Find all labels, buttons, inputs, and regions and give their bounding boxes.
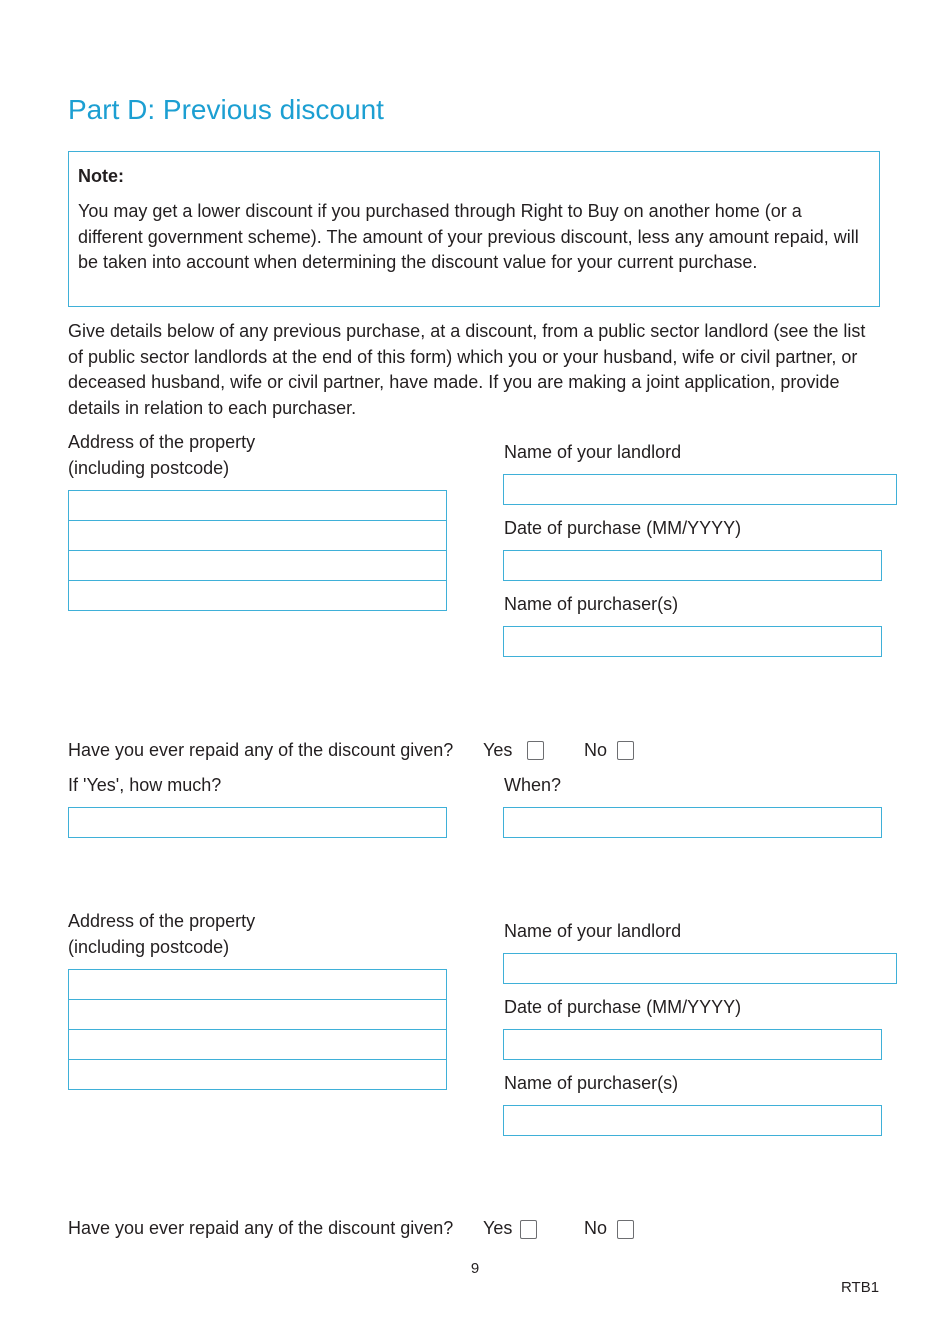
purchasers-label-2: Name of purchaser(s): [504, 1073, 679, 1093]
address-field-2[interactable]: [68, 969, 447, 1090]
date-label-1: Date of purchase (MM/YYYY): [504, 518, 742, 538]
no-checkbox-1[interactable]: [617, 741, 634, 760]
no-label-2: No: [584, 1218, 608, 1238]
page-number: 9: [470, 1260, 480, 1277]
address-line-3[interactable]: [68, 1029, 447, 1060]
address-line-3[interactable]: [68, 550, 447, 581]
when-label: When?: [504, 775, 562, 795]
address-line-2[interactable]: [68, 999, 447, 1030]
page-title: Part D: Previous discount: [68, 94, 384, 125]
address-sublabel-1: (including postcode): [68, 458, 230, 478]
address-line-1[interactable]: [68, 490, 447, 521]
purchasers-field-2[interactable]: [503, 1105, 882, 1136]
when-field[interactable]: [503, 807, 882, 838]
address-field-1[interactable]: [68, 490, 447, 611]
landlord-label-2: Name of your landlord: [504, 921, 682, 941]
yes-label-1: Yes: [483, 740, 513, 760]
date-label-2: Date of purchase (MM/YYYY): [504, 997, 742, 1017]
address-label-1: Address of the property: [68, 432, 256, 452]
form-reference: RTB1: [841, 1279, 880, 1296]
address-label-2: Address of the property: [68, 911, 256, 931]
note-body: You may get a lower discount if you purchased through Right to Buy on another home (or a different government scheme). The amount of your previous discount, less any amount repaid, will be taken into account when determining the discount value for your current purchase.: [78, 201, 859, 272]
address-line-4[interactable]: [68, 580, 447, 611]
purchasers-field-1[interactable]: [503, 626, 882, 657]
yes-checkbox-2[interactable]: [520, 1220, 537, 1239]
repaid-question-2: Have you ever repaid any of the discount given?: [68, 1218, 454, 1238]
purchasers-label-1: Name of purchaser(s): [504, 594, 679, 614]
note-box: [68, 151, 880, 307]
no-label-1: No: [584, 740, 608, 760]
address-line-2[interactable]: [68, 520, 447, 551]
note-heading: Note:: [78, 166, 124, 186]
landlord-field-2[interactable]: [503, 953, 897, 984]
address-sublabel-2: (including postcode): [68, 937, 230, 957]
yes-checkbox-1[interactable]: [527, 741, 544, 760]
date-field-2[interactable]: [503, 1029, 882, 1060]
how-much-label: If 'Yes', how much?: [68, 775, 222, 795]
yes-label-2: Yes: [483, 1218, 513, 1238]
date-field-1[interactable]: [503, 550, 882, 581]
intro-paragraph: Give details below of any previous purchase, at a discount, from a public sector landlord (see the list of public sector landlords at the end of this form) which you or your husband, wife or civil partner, or deceased husband, wife or civil partner, have made. If you are making a joint application, provide details in relation to each purchaser.: [68, 321, 866, 418]
no-checkbox-2[interactable]: [617, 1220, 634, 1239]
how-much-field[interactable]: [68, 807, 447, 838]
landlord-label-1: Name of your landlord: [504, 442, 682, 462]
landlord-field-1[interactable]: [503, 474, 897, 505]
repaid-question-1: Have you ever repaid any of the discount given?: [68, 740, 454, 760]
address-line-1[interactable]: [68, 969, 447, 1000]
address-line-4[interactable]: [68, 1059, 447, 1090]
